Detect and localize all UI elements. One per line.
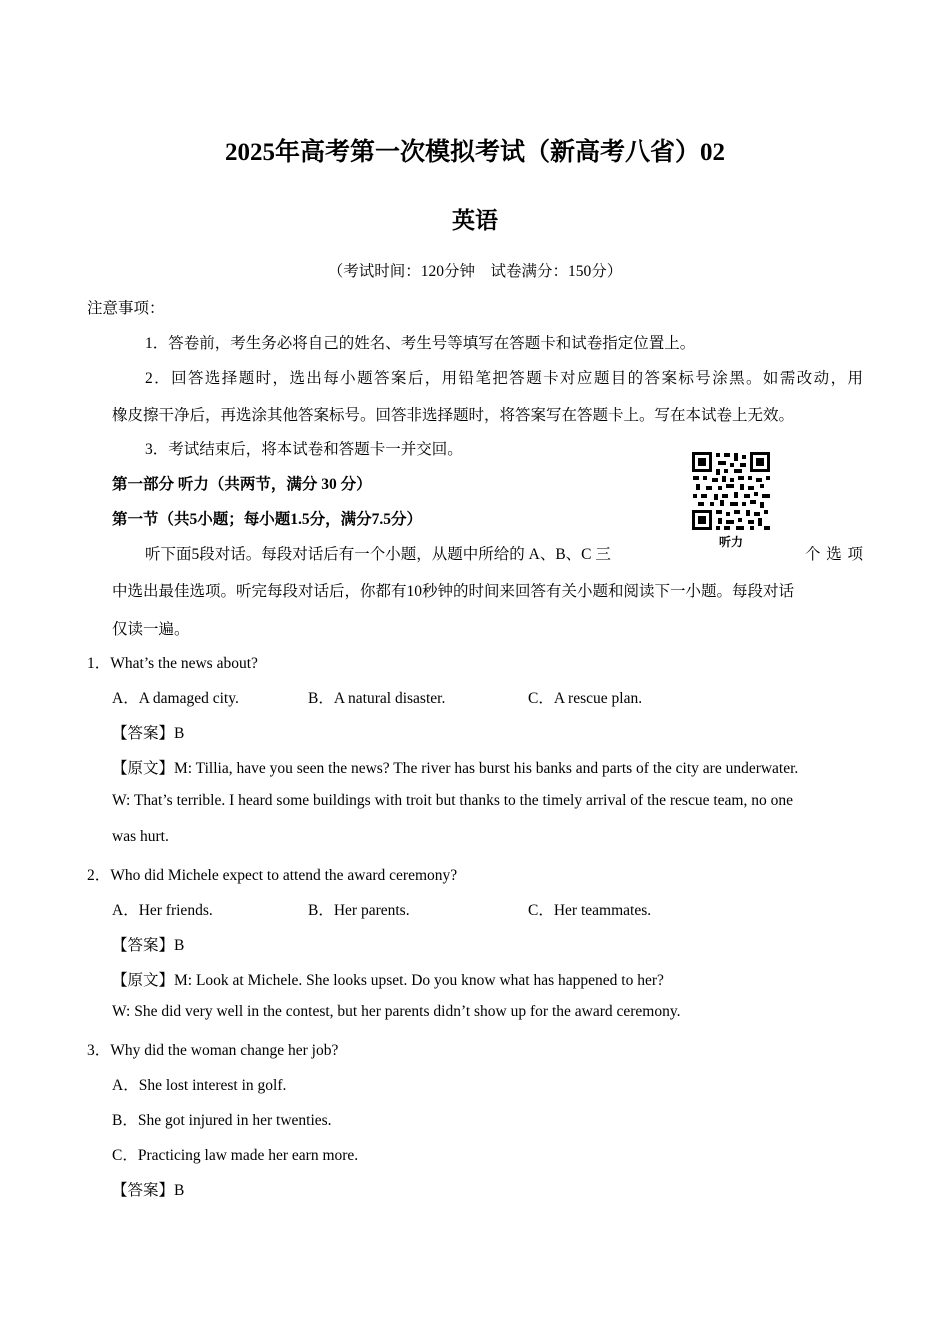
note-item-2-line-1: 2．回答选择题时，选出每小题答案后，用铅笔把答题卡对应题目的答案标号涂黑。如需改动，用	[145, 370, 863, 387]
question-3-option-a: A．She lost interest in golf.	[112, 1077, 287, 1094]
question-1-stem: 1．What’s the news about?	[87, 655, 258, 672]
question-1-answer: 【答案】B	[112, 725, 185, 742]
question-1-transcript-line-2: W: That’s terrible. I heard some buildings with troit but thanks to the timely arrival of the rescue team, no one	[112, 792, 793, 809]
question-2-transcript-line-1: 【原文】M: Look at Michele. She looks upset. Do you know what has happened to her?	[112, 972, 664, 989]
subject-title: 英语	[452, 208, 498, 234]
instructions-tail-char: 选	[826, 546, 842, 563]
question-3-option-c: C．Practicing law made her earn more.	[112, 1147, 359, 1164]
instructions-line-3: 仅读一遍。	[112, 621, 190, 638]
question-1-option-a: A．A damaged city.	[112, 690, 239, 707]
instructions-tail-char: 个	[805, 546, 821, 563]
question-2-transcript-line-2: W: She did very well in the contest, but her parents didn’t show up for the award ceremony.	[112, 1003, 681, 1020]
question-3-answer: 【答案】B	[112, 1182, 185, 1199]
instructions-line-1: 听下面5段对话。每段对话后有一个小题，从题中所给的 A、B、C 三	[145, 546, 611, 563]
qr-code-icon[interactable]	[690, 450, 772, 532]
question-2-option-c: C．Her teammates.	[528, 902, 652, 919]
note-item-2-line-2: 橡皮擦干净后，再选涂其他答案标号。回答非选择题时，将答案写在答题卡上。写在本试卷上无效。	[112, 407, 795, 424]
exam-title: 2025年高考第一次模拟考试（新高考八省）02	[224, 139, 725, 166]
question-2-option-a: A．Her friends.	[112, 902, 213, 919]
question-2-answer: 【答案】B	[112, 937, 185, 954]
notes-heading: 注意事项：	[87, 300, 165, 317]
part1-heading: 第一部分 听力（共两节，满分 30 分）	[112, 476, 372, 493]
instructions-line-1-tail	[805, 542, 863, 564]
question-2-option-b: B．Her parents.	[308, 902, 410, 919]
qr-label: 听力	[718, 535, 743, 549]
question-3-option-b: B．She got injured in her twenties.	[112, 1112, 332, 1129]
question-1-option-c: C．A rescue plan.	[528, 690, 643, 707]
question-1-transcript-line-1: 【原文】M: Tillia, have you seen the news? The river has burst his banks and parts of the city are underwater.	[112, 760, 799, 777]
section1-heading: 第一节（共5小题；每小题1.5分，满分7.5分）	[112, 511, 423, 528]
question-1-option-b: B．A natural disaster.	[308, 690, 446, 707]
exam-info: （考试时间：120分钟 试卷满分：150分）	[327, 263, 623, 280]
question-3-stem: 3．Why did the woman change her job?	[87, 1042, 339, 1059]
instructions-tail-char: 项	[847, 546, 863, 563]
question-1-transcript-line-3: was hurt.	[112, 828, 169, 845]
question-2-stem: 2．Who did Michele expect to attend the award ceremony?	[87, 867, 458, 884]
note-item-1: 1．答卷前，考生务必将自己的姓名、考生号等填写在答题卡和试卷指定位置上。	[145, 335, 696, 352]
note-item-3: 3．考试结束后，将本试卷和答题卡一并交回。	[145, 441, 463, 458]
instructions-line-2: 中选出最佳选项。听完每段对话后，你都有10秒钟的时间来回答有关小题和阅读下一小题。每段对话	[112, 583, 795, 600]
